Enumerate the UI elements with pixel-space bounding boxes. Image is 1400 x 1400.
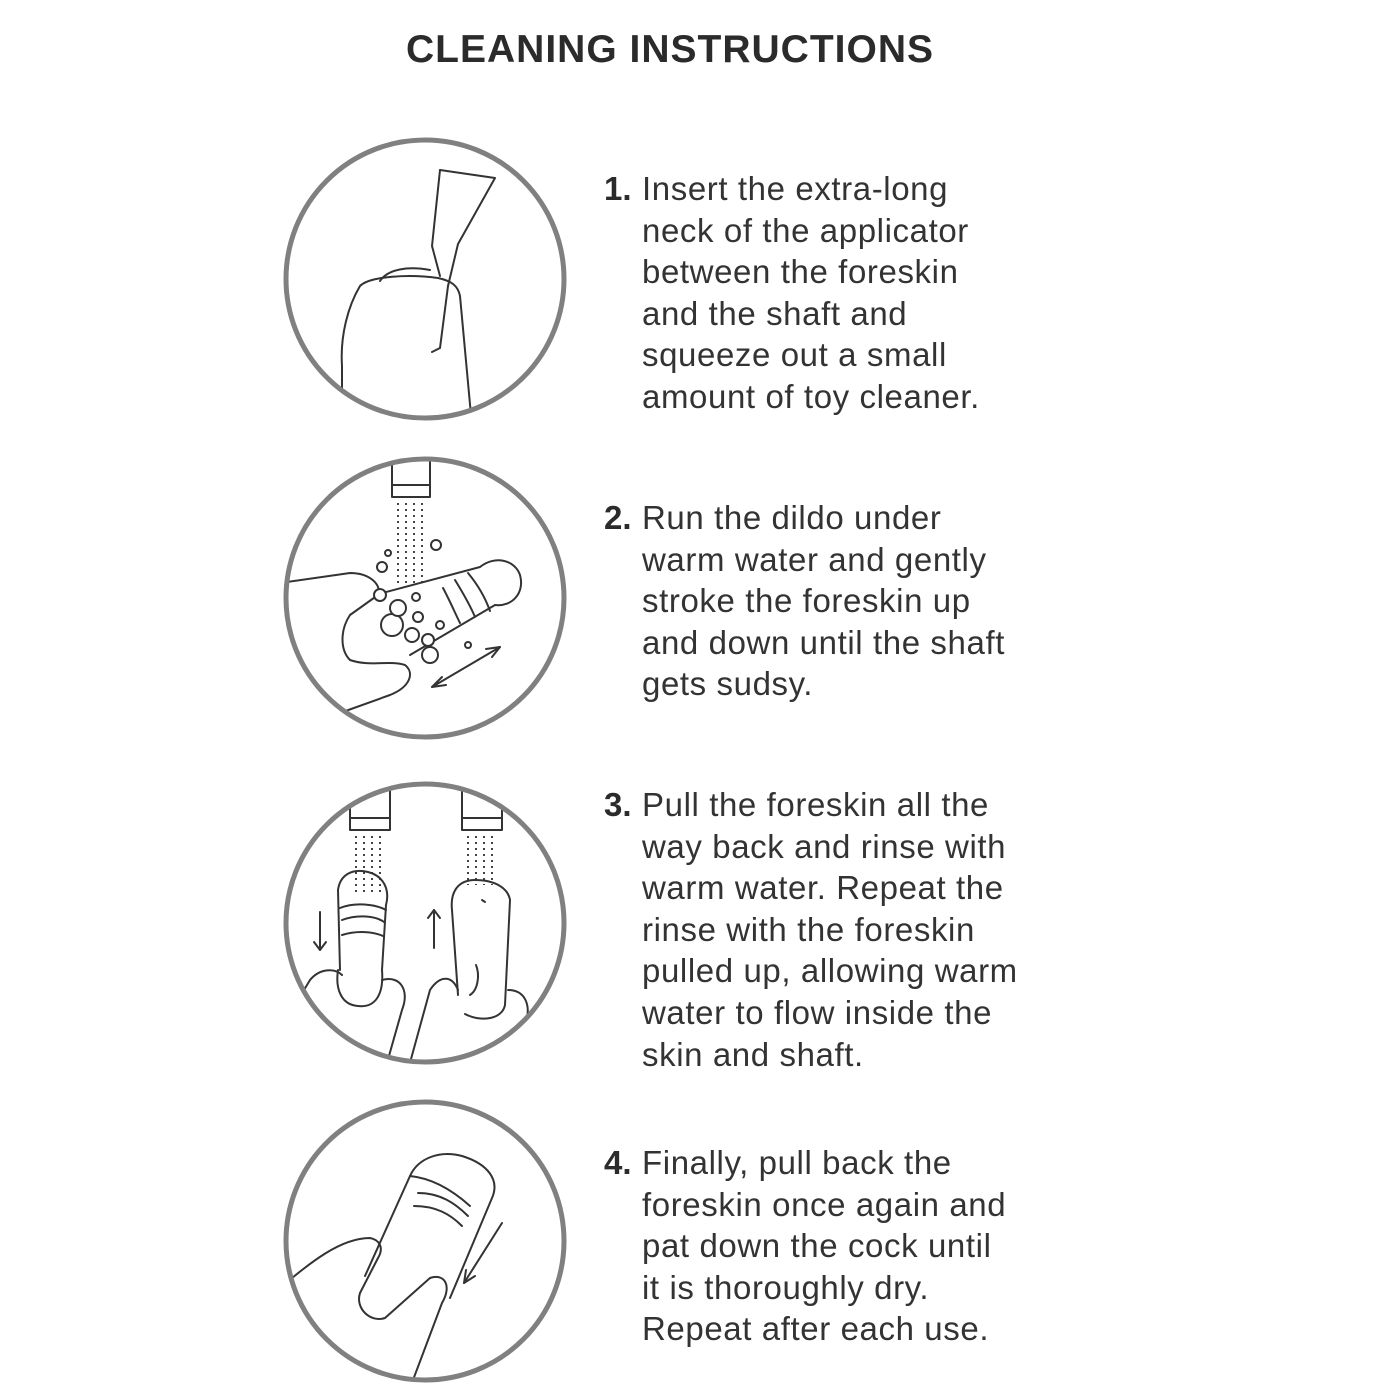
applicator-illustration-icon (280, 136, 570, 426)
step-2-line: and down until the shaft (642, 623, 1005, 661)
step-2-line: gets sudsy. (642, 665, 814, 703)
step-2-number: 2. (604, 499, 632, 536)
step-1-line: between the foreskin (642, 253, 959, 291)
step-2-line: Run the dildo under (642, 499, 942, 536)
step-2-line: warm water and gently (642, 540, 987, 578)
step-1-text (642, 168, 1082, 418)
step-3-line: Pull the foreskin all the (642, 786, 990, 823)
step-1-line: neck of the applicator (642, 211, 969, 249)
step-3-line: way back and rinse with (642, 827, 1007, 865)
rinse-illustration-icon (280, 780, 570, 1070)
step-4-line: pat down the cock until (642, 1227, 992, 1265)
step-4-line: Finally, pull back the (642, 1144, 952, 1181)
step-4-line: Repeat after each use. (642, 1310, 990, 1348)
step-2-line: stroke the foreskin up (642, 582, 971, 620)
step-4-text (642, 1142, 1082, 1350)
dry-illustration-icon (280, 1098, 570, 1388)
rinse-sudsy-illustration-icon (280, 455, 570, 745)
step-1-line: amount of toy cleaner. (642, 377, 980, 415)
step-3-line: rinse with the foreskin (642, 910, 975, 948)
step-1-line: squeeze out a small (642, 336, 947, 374)
step-4-line: it is thoroughly dry. (642, 1268, 930, 1306)
step-3-text (642, 784, 1082, 1075)
step-3-line: water to flow inside the (642, 993, 993, 1031)
step-3-line: pulled up, allowing warm (642, 952, 1018, 990)
step-1-line: and the shaft and (642, 294, 908, 332)
step-1-number: 1. (604, 170, 632, 207)
step-4-number: 4. (604, 1144, 632, 1181)
step-1-line: Insert the extra-long (642, 170, 949, 207)
step-3-number: 3. (604, 786, 632, 823)
step-2-text (642, 497, 1082, 705)
page-title: CLEANING INSTRUCTIONS (406, 28, 934, 71)
step-4-line: foreskin once again and (642, 1185, 1007, 1223)
step-3-line: warm water. Repeat the (642, 869, 1004, 907)
step-3-line: skin and shaft. (642, 1035, 864, 1073)
